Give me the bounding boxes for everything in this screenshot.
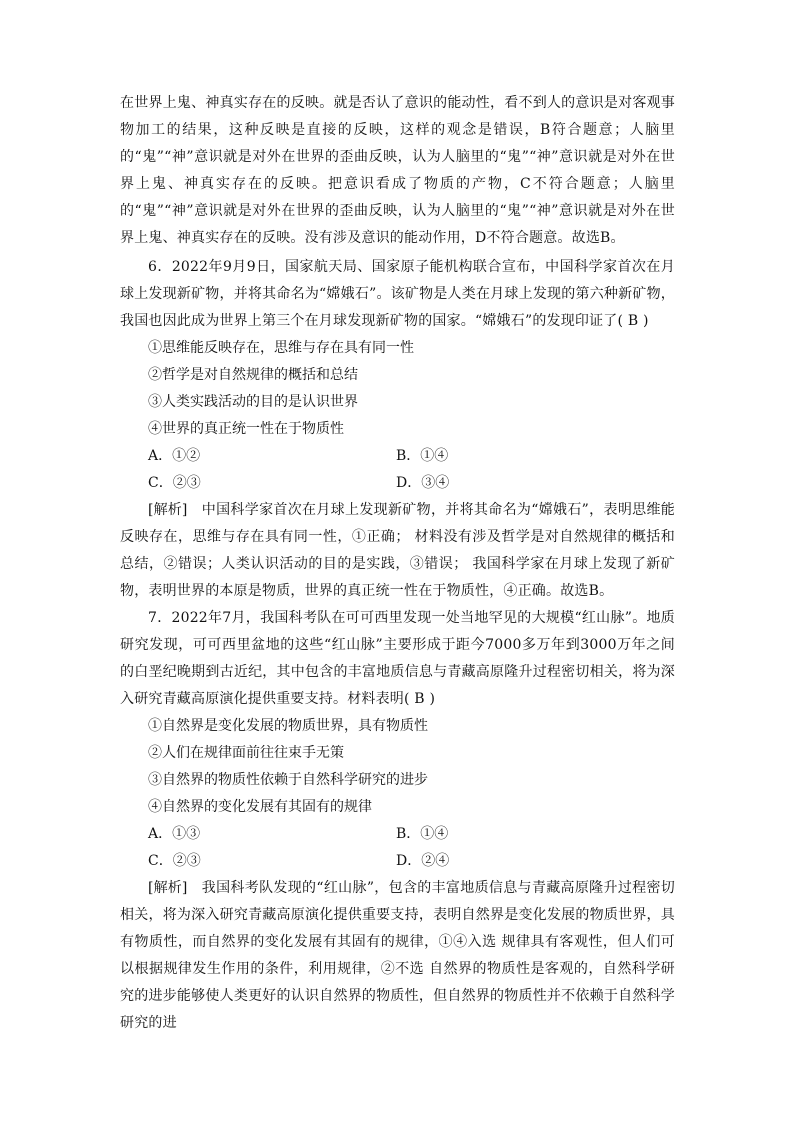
question-6 — [120, 254, 675, 605]
question-7-option-2: ②人们在规律面前往往束手无策 — [148, 745, 344, 761]
question-6-stem: 6．2022年9月9日，国家航天局、国家原子能机构联合宣布，中国科学家首次在月球上发现新矿物，并将其命名为“嫦娥石”。该矿物是人类在月球上发现的第六种新矿物，我国也因此成为世界上第三个在月球发现新矿物的国家。“嫦娥石”的发现印证了( B ) — [120, 259, 675, 329]
question-6-choices-row-2 — [120, 470, 675, 497]
question-7-choice-d: D．②④ — [396, 853, 450, 869]
question-6-choice-d: D．③④ — [396, 475, 450, 491]
question-7-stem: 7．2022年7月，我国科考队在可可西里发现一处当地罕见的大规模“红山脉”。地质研究发现，可可西里盆地的这些“红山脉”主要形成于距今7000多万年到3000万年之间的白垩纪晚期到古近纪，其中包含的丰富地质信息与青藏高原隆升过程密切相关，将为深入研究青藏高原演化提供重要支持。材料表明( B ) — [120, 610, 675, 707]
question-7-choice-c: C．②③ — [148, 853, 201, 869]
question-6-option-1: ①思维能反映存在，思维与存在具有同一性 — [148, 340, 414, 356]
question-7 — [120, 605, 675, 1037]
question-7-choices-row-2 — [120, 848, 675, 875]
question-7-analysis-text: 我国科考队发现的“红山脉”，包含的丰富地质信息与青藏高原隆升过程密切相关，将为深入研究青藏高原演化提供重要支持，表明自然界是变化发展的物质世界，具有物质性，而自然界的变化发展有其固有的规律，①④入选 规律具有客观性，但人们可以根据规律发生作用的条件，利用规律，②不选 自然界的物质性是客观的，自然科学研究的进步能够使人类更好的认识自然界的物质性，但自然界的物质性并不依赖于自然科学研究的进 — [120, 880, 675, 1031]
question-7-option-1: ①自然界是变化发展的物质世界，具有物质性 — [148, 718, 428, 734]
document-page — [120, 90, 675, 1037]
question-6-choice-a: A．①② — [148, 448, 201, 464]
question-6-option-4: ④世界的真正统一性在于物质性 — [148, 421, 344, 437]
previous-analysis-continuation: 在世界上鬼、神真实存在的反映。就是否认了意识的能动性，看不到人的意识是对客观事物加工的结果，这种反映是直接的反映，这样的观念是错误，B符合题意；人脑里的“鬼”“神”意识就是对外在世界的歪曲反映，认为人脑里的“鬼”“神”意识就是对外在世界上鬼、神真实存在的反映。把意识看成了物质的产物，C不符合题意；人脑里的“鬼”“神”意识就是对外在世界的歪曲反映，认为人脑里的“鬼”“神”意识就是对外在世界上鬼、神真实存在的反映。没有涉及意识的能动作用，D不符合题意。故选B。 — [120, 95, 675, 246]
question-7-choice-a: A．①③ — [148, 826, 201, 842]
question-6-choices-row-1 — [120, 443, 675, 470]
question-6-option-3: ③人类实践活动的目的是认识世界 — [148, 394, 358, 410]
question-6-choice-b: B．①④ — [396, 448, 449, 464]
question-6-option-2: ②哲学是对自然规律的概括和总结 — [148, 367, 358, 383]
question-7-analysis-label: [解析] — [148, 880, 188, 896]
question-7-option-4: ④自然界的变化发展有其固有的规律 — [148, 799, 372, 815]
question-6-choice-c: C．②③ — [148, 475, 201, 491]
question-7-option-3: ③自然界的物质性依赖于自然科学研究的进步 — [148, 772, 428, 788]
question-6-analysis-text: 中国科学家首次在月球上发现新矿物，并将其命名为“嫦娥石”，表明思维能反映存在，思维与存在具有同一性，①正确； 材料没有涉及哲学是对自然规律的概括和总结，②错误；人类认识活动的目的是实践，③错误； 我国科学家在月球上发现了新矿物，表明世界的本原是物质，世界的真正统一性在于物质性，④正确。故选B。 — [120, 502, 675, 599]
question-6-analysis — [120, 497, 675, 605]
question-6-analysis-label: [解析] — [148, 502, 188, 518]
question-7-choice-b: B．①④ — [396, 826, 449, 842]
question-7-choices-row-1 — [120, 821, 675, 848]
question-7-analysis — [120, 875, 675, 1037]
